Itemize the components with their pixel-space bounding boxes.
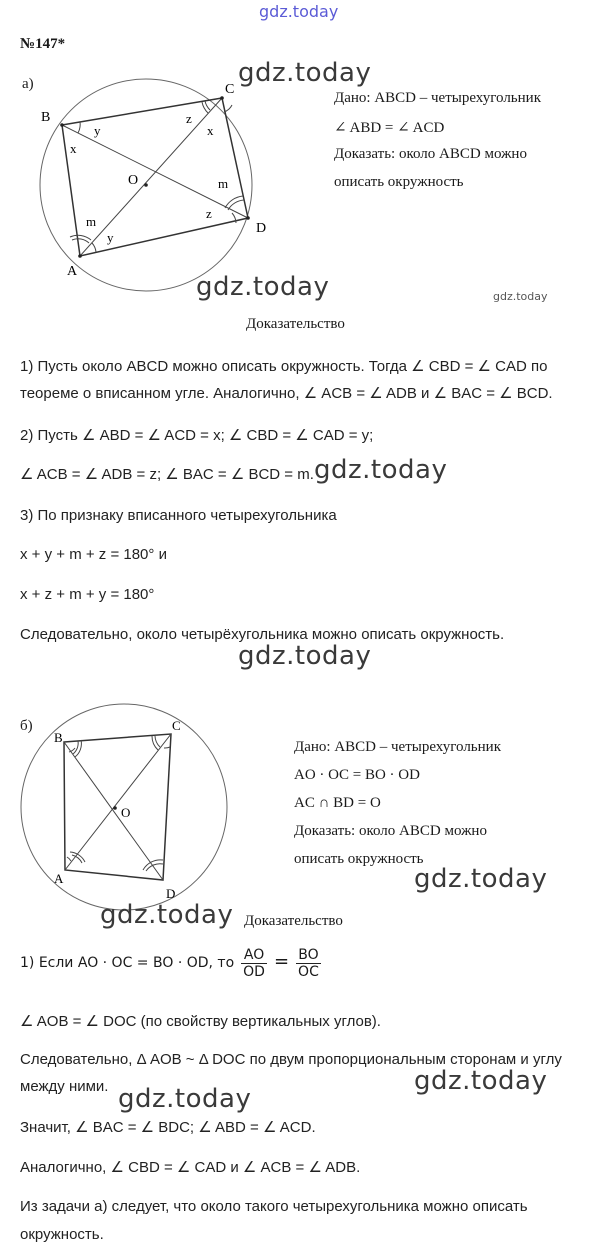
proof-b-line-7: Из задачи а) следует, что около такого четырехугольника можно описать (20, 1198, 528, 1215)
proof-title-b: Доказательство (244, 913, 343, 929)
label-d-b: D (166, 886, 176, 901)
given-a-line-3: Доказать: около ABCD можно (334, 146, 527, 162)
problem-number: №147* (20, 36, 66, 52)
watermark: gdz.today (414, 1066, 548, 1096)
given-a-line-4: описать окружность (334, 174, 464, 190)
given-b-line-3: AC ∩ BD = O (294, 795, 381, 811)
center-o-b (113, 806, 117, 810)
label-c-b: C (172, 718, 181, 733)
watermark: gdz.today (238, 58, 372, 88)
svg-text:z: z (186, 111, 192, 126)
given-a-line-1: Дано: ABCD – четырехугольник (334, 90, 541, 106)
diagonal-bd-a (62, 125, 248, 218)
diagonal-ac-a (80, 98, 222, 256)
proof-b-line-4: между ними. (20, 1078, 109, 1095)
label-a-b: A (54, 871, 64, 886)
label-c-a: C (225, 82, 235, 97)
watermark: gdz.today (414, 864, 548, 894)
given-a-line-2: ∠ ABD = ∠ ACD (334, 120, 445, 136)
proof-b-line-5: Значит, ∠ BAC = ∠ BDC; ∠ ABD = ∠ ACD. (20, 1119, 316, 1136)
proof-title-a: Доказательство (246, 316, 345, 332)
given-b-line-4: Доказать: около ABCD можно (294, 823, 487, 839)
proof-a-line-5: 3) По признаку вписанного четырехугольника (20, 507, 337, 524)
proof-b-line-6: Аналогично, ∠ CBD = ∠ CAD и ∠ ACB = ∠ ADB. (20, 1159, 361, 1176)
diagonal-ac-b (65, 734, 171, 870)
proof-a-line-8: Следовательно, около четырёхугольника можно описать окружность. (20, 626, 505, 643)
label-b-a: B (41, 110, 51, 125)
svg-text:m: m (86, 214, 97, 229)
given-b-line-1: Дано: ABCD – четырехугольник (294, 739, 501, 755)
fraction-bo-oc: $\frac{BO}{OC}$ (298, 947, 319, 980)
part-b-label: б) (20, 718, 33, 734)
center-o-a (144, 183, 148, 187)
watermark: gdz.today (314, 455, 448, 485)
step1-prefix: 1) Если AO · OC = BO · OD, то (20, 955, 235, 972)
proof-a-line-3: 2) Пусть ∠ ABD = ∠ ACD = x; ∠ CBD = ∠ CAD = y; (20, 427, 374, 444)
watermark: gdz.today (196, 272, 330, 302)
part-b-figure (0, 700, 250, 920)
fraction-ao-od: $\frac{AO}{OD}$ (243, 947, 265, 980)
proof-a-line-4: ∠ ACB = ∠ ADB = z; ∠ BAC = ∠ BCD = m. (20, 466, 314, 483)
proof-b-line-8: окружность. (20, 1226, 104, 1243)
watermark: gdz.today (118, 1084, 252, 1114)
svg-text:x: x (207, 123, 214, 138)
quadrilateral-abcd-b (64, 734, 171, 880)
svg-text:x: x (70, 141, 77, 156)
proof-b-line-2: ∠ AOB = ∠ DOC (по свойству вертикальных углов). (20, 1013, 381, 1030)
proof-b-line-1: 1) Если AO · OC = BO · OD, то $\frac{AO}{OD}$ = $\frac{BO}{OC}$ (20, 947, 319, 980)
svg-text:y: y (107, 230, 114, 245)
proof-a-line-6: x + y + m + z = 180° и (20, 546, 167, 563)
proof-a-line-2: теореме о вписанном угле. Аналогично, ∠ ACB = ∠ ADB и ∠ BAC = ∠ BCD. (20, 385, 553, 402)
svg-text:m: m (218, 176, 229, 191)
proof-a-line-1: 1) Пусть около ABCD можно описать окружность. Тогда ∠ CBD = ∠ CAD по (20, 358, 548, 375)
svg-text:y: y (94, 123, 101, 138)
given-b-line-2: AO · OC = BO · OD (294, 767, 420, 783)
label-d-a: D (256, 221, 267, 236)
watermark: gdz.today (238, 641, 372, 671)
label-b-b: B (54, 730, 63, 745)
watermark-top: gdz.today (259, 2, 339, 21)
watermark: gdz.today (100, 900, 234, 930)
proof-a-line-7: x + z + m + y = 180° (20, 586, 155, 603)
svg-text:z: z (206, 206, 212, 221)
label-o-b: O (121, 805, 131, 820)
label-a-a: A (67, 264, 78, 279)
label-o-a: O (128, 173, 139, 188)
given-b-line-5: описать окружность (294, 851, 424, 867)
watermark-small: gdz.today (493, 290, 548, 303)
proof-b-line-3: Следовательно, Δ AOB ~ Δ DOC по двум пропорциональным сторонам и углу (20, 1051, 562, 1068)
part-a-figure (0, 60, 320, 300)
part-a-label: а) (22, 76, 34, 92)
